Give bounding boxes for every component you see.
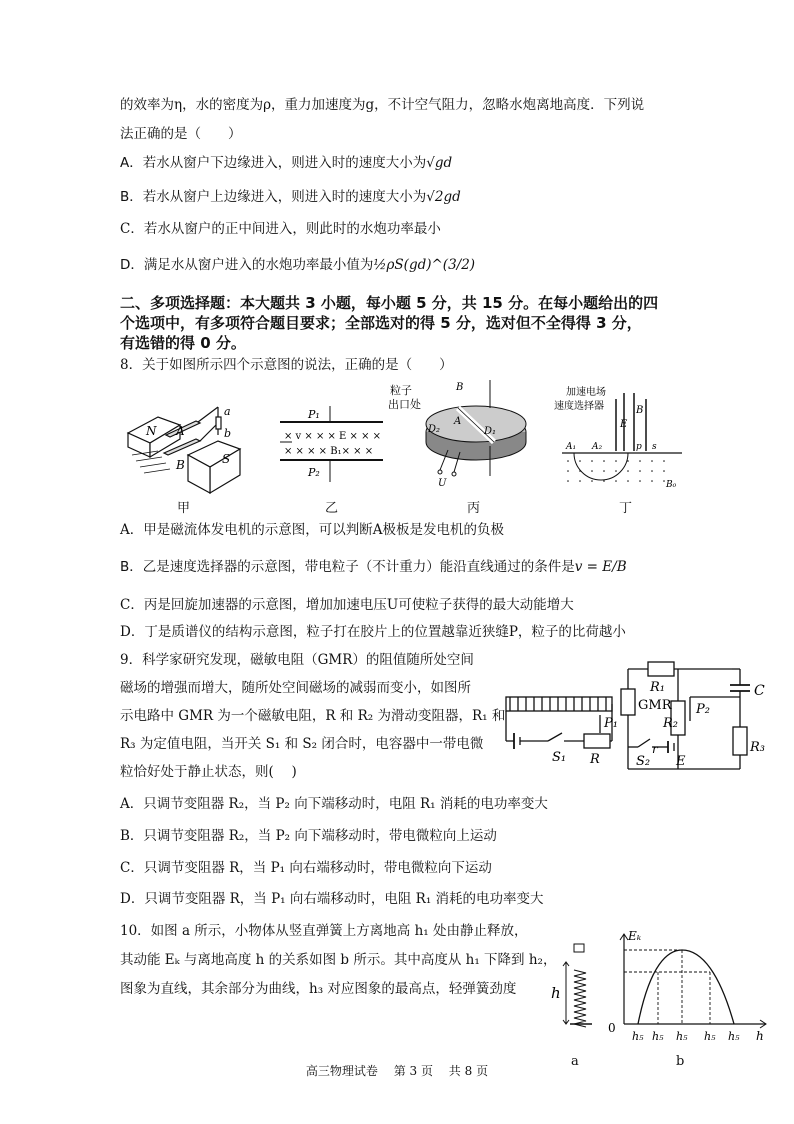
section2-line1: 二、多项选择题：本大题共 3 小题，每小题 5 分，共 15 分。在每小题给出的四 xyxy=(120,294,659,312)
q10-fig-b-caption: b xyxy=(676,1054,685,1069)
jia-label-n: N xyxy=(146,424,157,438)
jia-label-b: B xyxy=(176,458,185,472)
q9-option-d: D．只调节变阻器 R，当 P₁ 向右端移动时，电阻 R₁ 消耗的电功率变大 xyxy=(120,891,544,907)
q9-label-gmr: GMR xyxy=(638,698,672,713)
q8-caption-bing: 丙 xyxy=(467,501,481,516)
q7-option-d xyxy=(120,255,475,275)
q8-option-b-text: B．乙是速度选择器的示意图，带电粒子（不计重力）能沿直线通过的条件是 xyxy=(120,559,575,575)
q8-option-d: D．丁是质谱仪的结构示意图，粒子打在胶片上的位置越靠近狭缝P，粒子的比荷越小 xyxy=(120,624,626,640)
q9-option-c: C．只调节变阻器 R，当 P₁ 向右端移动时，带电微粒向下运动 xyxy=(120,860,492,876)
q7-option-a xyxy=(120,153,452,173)
yi-label-p2: P₂ xyxy=(308,466,320,479)
q9-stem-line4: R₃ 为定值电阻，当开关 S₁ 和 S₂ 闭合时，电容器中一带电微 xyxy=(120,736,484,752)
ding-label-a1: A₁ xyxy=(566,442,577,452)
jia-label-b-terminal: b xyxy=(224,427,232,440)
q8-caption-yi: 乙 xyxy=(325,501,339,516)
q10-figure-a xyxy=(548,940,598,1036)
q9-label-s1: S₁ xyxy=(552,750,567,765)
q8-figure-jia xyxy=(118,395,268,495)
q7-option-b-math: √2gd xyxy=(426,189,461,205)
q10-fig-a-h-label: h xyxy=(551,984,561,1002)
bing-label-exit: 出口处 xyxy=(388,398,421,411)
q9-label-r1: R₁ xyxy=(650,680,665,695)
bing-label-d2: D₂ xyxy=(428,424,441,435)
q9-circuit-figure xyxy=(500,657,770,777)
q8-option-a: A．甲是磁流体发电机的示意图，可以判断A极板是发电机的负极 xyxy=(120,522,504,538)
q9-stem-line5: 粒恰好处于静止状态，则( ) xyxy=(120,764,297,780)
q9-label-p2: P₂ xyxy=(696,702,710,717)
jia-label-s: S xyxy=(222,452,231,466)
yi-label-p1: P₁ xyxy=(308,408,320,421)
bing-label-particle: 粒子 xyxy=(390,384,412,397)
q9-label-s2: S₂ xyxy=(636,754,651,769)
q8-option-b xyxy=(120,557,627,577)
q9-stem-line3: 示电路中 GMR 为一个磁敏电阻，R 和 R₂ 为滑动变阻器，R₁ 和 xyxy=(120,708,506,724)
section2-line2: 个选项中，有多项符合题目要求；全部选对的得 5 分，选对但不全得得 3 分， xyxy=(120,314,642,332)
q7-option-a-math: √gd xyxy=(426,155,453,171)
q9-label-r-internal: r xyxy=(652,742,658,756)
q10-graph-origin: 0 xyxy=(608,1021,616,1035)
q10-stem-line3: 图象为直线，其余部分为曲线，h₃ 对应图象的最高点，轻弹簧劲度 xyxy=(120,981,517,997)
q9-label-c: C xyxy=(754,683,765,699)
ding-label-b0: B₀ xyxy=(666,480,677,490)
q9-label-p1: P₁ xyxy=(604,716,618,731)
ding-label-s: s xyxy=(652,442,657,452)
q8-figure-yi xyxy=(278,402,388,487)
q10-graph-h-label: h xyxy=(756,1029,764,1043)
page-footer: 高三物理试卷 第 3 页 共 8 页 xyxy=(305,1064,489,1078)
q9-label-e: E xyxy=(676,754,686,769)
q7-option-c: C．若水从窗户的正中间进入，则此时的水炮功率最小 xyxy=(120,221,441,237)
q10-stem-line1: 10．如图 a 所示，小物体从竖直弹簧上方离地高 h₁ 处由静止释放， xyxy=(120,923,528,939)
q8-figure-bing xyxy=(388,380,538,492)
bing-label-u: U xyxy=(438,478,447,489)
q10-fig-a-caption: a xyxy=(571,1054,579,1069)
q9-option-b: B．只调节变阻器 R₂，当 P₂ 向下端移动时，带电微粒向上运动 xyxy=(120,828,497,844)
ding-label-b: B xyxy=(636,405,644,416)
ding-label-a2: A₂ xyxy=(592,442,603,452)
q7-option-d-text: D．满足水从窗户进入的水炮功率最小值为 xyxy=(120,257,374,273)
q10-graph-ek-label: Eₖ xyxy=(628,929,642,943)
q10-graph-tick-2: h₅ xyxy=(652,1030,664,1043)
bing-label-b: B xyxy=(456,382,464,393)
q9-label-r: R xyxy=(590,752,600,767)
jia-label-a: A xyxy=(176,424,185,438)
yi-field-row2: × × × × B₁× × × xyxy=(284,446,374,457)
q9-option-a: A．只调节变阻器 R₂，当 P₂ 向下端移动时，电阻 R₁ 消耗的电功率变大 xyxy=(120,796,548,812)
ding-label-accel: 加速电场 xyxy=(566,387,606,398)
q7-option-b-text: B．若水从窗户上边缘进入，则进入时的速度大小为 xyxy=(120,189,427,205)
q10-figure-b xyxy=(606,924,772,1046)
q10-graph-tick-3: h₅ xyxy=(676,1030,688,1043)
q9-label-r2: R₂ xyxy=(663,716,678,731)
q8-caption-ding: 丁 xyxy=(619,501,633,516)
ding-label-e: E xyxy=(620,419,628,430)
q8-stem: 8．关于如图所示四个示意图的说法，正确的是（ ） xyxy=(120,357,453,373)
ding-field-dots xyxy=(567,460,665,482)
q7-option-b xyxy=(120,187,461,207)
q7-option-a-text: A．若水从窗户下边缘进入，则进入时的速度大小为 xyxy=(120,155,427,171)
q8-figure-ding xyxy=(552,383,692,493)
jia-label-a-terminal: a xyxy=(224,405,231,418)
q7-option-d-math: ½ρS(gd)^(3/2) xyxy=(373,257,476,273)
q9-stem-line2: 磁场的增强而增大，随所处空间磁场的减弱而变小，如图所 xyxy=(120,680,471,696)
q8-caption-jia: 甲 xyxy=(177,501,191,516)
q10-graph-tick-1: h₅ xyxy=(632,1030,644,1043)
q7-stem-line2: 法正确的是（ ） xyxy=(120,126,242,142)
q10-graph-tick-5: h₅ xyxy=(728,1030,740,1043)
q7-stem-line1: 的效率为η，水的密度为ρ，重力加速度为g，不计空气阻力，忽略水炮离地高度．下列说 xyxy=(120,97,645,113)
yi-field-row1: × v × × × E × × × xyxy=(284,431,382,442)
bing-label-a: A xyxy=(454,416,462,427)
ding-label-p: p xyxy=(636,442,642,452)
q8-option-c: C．丙是回旋加速器的示意图，增加加速电压U可使粒子获得的最大动能增大 xyxy=(120,597,574,613)
bing-label-d1: D₁ xyxy=(484,426,497,437)
q8-option-b-math: v = E/B xyxy=(574,559,627,575)
q9-label-r3: R₃ xyxy=(750,740,765,755)
ding-label-selector: 速度选择器 xyxy=(554,401,604,412)
q10-stem-line2: 其动能 Eₖ 与离地高度 h 的关系如图 b 所示。其中高度从 h₁ 下降到 h₂， xyxy=(120,952,557,968)
q10-graph-tick-4: h₅ xyxy=(704,1030,716,1043)
q9-stem-line1: 9．科学家研究发现，磁敏电阻（GMR）的阻值随所处空间 xyxy=(120,652,474,668)
section2-line3: 有选错的得 0 分。 xyxy=(120,334,246,352)
